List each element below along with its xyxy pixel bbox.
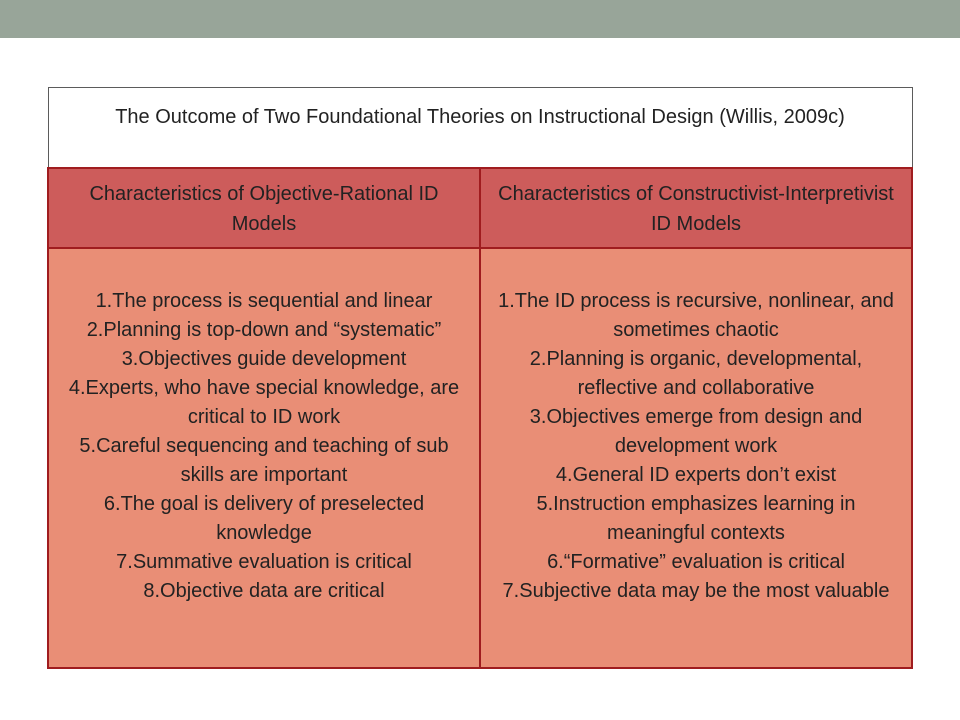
list-item: 3.Objectives emerge from design and development work — [529, 405, 863, 457]
list-item: 3.Objectives guide development — [121, 347, 407, 370]
list-item: 6.“Formative” evaluation is critical — [547, 550, 845, 573]
objective-rational-list — [48, 248, 480, 669]
column-header-constructivist-interpretivist: Characteristics of Constructivist-Interpretivist ID Models — [480, 168, 912, 248]
table-title: The Outcome of Two Foundational Theories on Instructional Design (Willis, 2009c) — [48, 88, 912, 168]
list-item: 4.Experts, who have special knowledge, are critical to ID work — [68, 376, 460, 428]
list-item: 1.The ID process is recursive, nonlinear, and sometimes chaotic — [498, 289, 894, 341]
list-item: 2.Planning is organic, developmental, reflective and collaborative — [529, 347, 863, 399]
list-item: 5.Instruction emphasizes learning in meaningful contexts — [536, 492, 856, 544]
slide-top-bar — [0, 0, 960, 38]
header-row — [48, 168, 912, 248]
list-item: 6.The goal is delivery of preselected knowledge — [103, 492, 425, 544]
body-row — [48, 248, 912, 669]
column-header-objective-rational: Characteristics of Objective-Rational ID Models — [48, 168, 480, 248]
title-row — [48, 88, 912, 168]
list-item: 7.Subjective data may be the most valuable — [502, 579, 890, 602]
list-item: 2.Planning is top-down and “systematic” — [86, 318, 442, 341]
list-item: 4.General ID experts don’t exist — [555, 463, 837, 486]
list-item: 7.Summative evaluation is critical — [116, 550, 412, 573]
comparison-table — [47, 87, 913, 669]
list-item: 5.Careful sequencing and teaching of sub skills are important — [79, 434, 449, 486]
list-item: 8.Objective data are critical — [143, 579, 385, 602]
list-item: 1.The process is sequential and linear — [95, 289, 433, 312]
constructivist-interpretivist-list — [480, 248, 912, 669]
